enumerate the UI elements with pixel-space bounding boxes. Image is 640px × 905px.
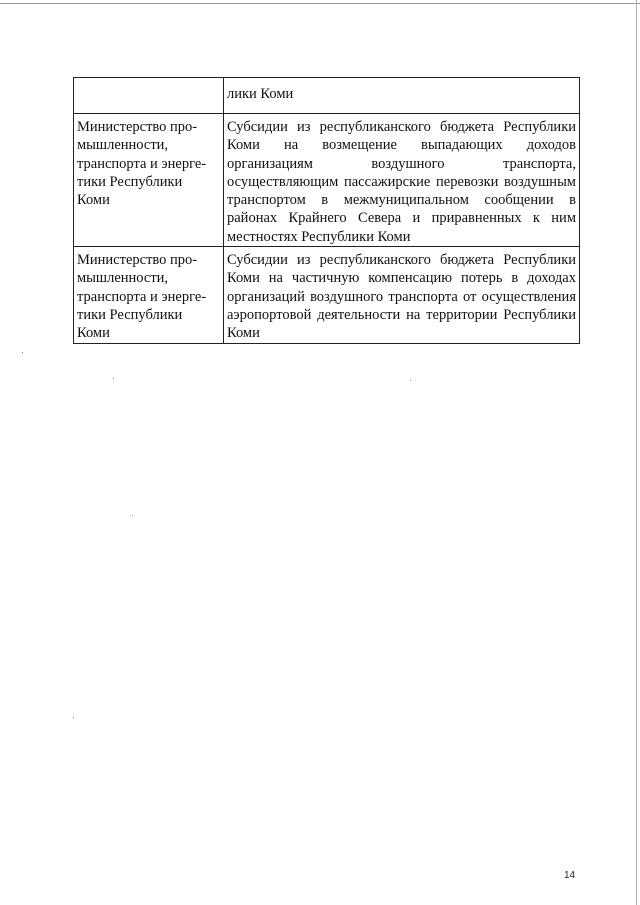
table-cell-organization — [74, 78, 224, 114]
table-row — [74, 247, 580, 343]
scan-speck — [132, 515, 133, 516]
table-cell-organization — [74, 114, 224, 247]
organization-text: Министерство про- мышленности, транспорта и энерге- тики Республики Коми — [77, 119, 207, 209]
table-cell-description — [224, 247, 580, 343]
scan-speck — [22, 352, 23, 353]
description-text: Субсидии из республиканского бюджета Республики Коми на возмещение выпадающих доходов организациям воздушного транспорта, осуществляющим пассажирские перевозки воздушным транспортом в межмуниципальном сообщении в районах Крайнего Севера и приравненных к ним местностях Республики Коми — [227, 119, 576, 245]
description-text: лики Коми — [227, 86, 294, 102]
scan-speck — [73, 717, 74, 718]
document-table — [73, 77, 580, 344]
table-cell-description — [224, 114, 580, 247]
table-row — [74, 78, 580, 114]
scan-edge-top — [0, 3, 640, 4]
scan-speck — [410, 380, 411, 381]
scan-speck — [113, 378, 114, 379]
table-cell-description — [224, 78, 580, 114]
organization-text: Министерство про- мышленности, транспорта и энерге- тики Республики Коми — [77, 252, 207, 342]
description-text: Субсидии из республиканского бюджета Республики Коми на частичную компенсацию потерь в доходах организаций воздушного транспорта от осуществления аэропортовой деятельности на территории Республики Коми — [227, 252, 576, 342]
page-number: 14 — [564, 870, 576, 881]
table-cell-organization — [74, 247, 224, 343]
scan-edge-right — [636, 0, 637, 905]
table-row — [74, 114, 580, 247]
